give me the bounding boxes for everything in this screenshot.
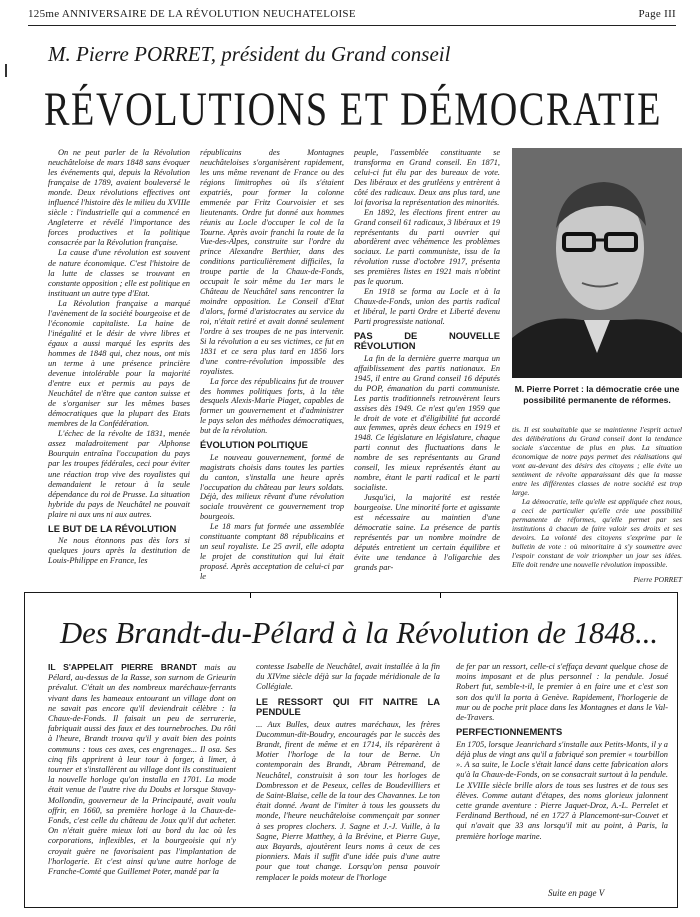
header-rule [28, 25, 676, 26]
article-title: RÉVOLUTIONS ET DÉMOCRATIE [44, 83, 663, 136]
column-4 [512, 426, 682, 584]
paragraph: On ne peut parler de la Révolution neuchâteloise de mars 1848 sans évoquer les événements qui, depuis la Révolution française de 1789, avaient bouleversé le monde. Deux révolutions effectives ont influencé l'histoire dès le milieu du XVIIIe siècle : l'industrielle qui a commencé en Angleterre et révélé l'importance des forces productives et la politique consacrée par la Révolution française. [48, 148, 190, 248]
paragraph: peuple, l'assemblée constituante se transforma en Grand conseil. En 1871, celui-ci fut élu par des bureaux de vote. Des libéraux et des grutléens y entrèrent à côté des radicaux. Deux ans plus tard, une loi favorisa la représentation des minorités. [354, 148, 500, 207]
column-3 [354, 148, 500, 573]
column-2 [200, 148, 344, 582]
portrait-photo [512, 148, 682, 378]
article-2-column-1 [48, 662, 236, 877]
subhead-pas-de-nouvelle: PAS DE NOUVELLE RÉVOLUTION [354, 329, 500, 352]
paragraph: La Révolution française a marqué l'avènement de la société bourgeoise et de l'économie capitaliste. La haine de l'inégalité et le désir de vivre libres et égaux a aussi marqué les esprits des hommes de 1848 qui, chez nous, ont mis un terme à une présence princière devenue intolérable pour la majorité d'entre eux et permis au pays de Neuchâtel de n'être que canton suisse et de s'organiser sur les mêmes bases démocratiques que la plupart des Etats membres de la Confédération. [48, 298, 190, 429]
paragraph: En 1892, les élections firent entrer au Grand conseil 61 radicaux, 3 libéraux et 19 représentants du parti ouvrier qui abordèrent avec véhémence les problèmes sociaux. Le parti communiste, issu de la révolution russe d'octobre 1917, présenta ses premières listes en 1921 mais n'obtint pas le quorum. [354, 207, 500, 287]
continued-note: Suite en page V [548, 888, 605, 898]
paragraph: de fer par un ressort, celle-ci s'effaça devant quelque chose de moins imposant et de plus personnel : la pendule. Josué Robert fut, semble-t-il, le premier à en faire une et c'est son son dos qu'il la porta à Genève. Rapidement, l'horlogerie de mur ou de poche prit place dans les Montagnes et dans le Val-de-Travers. [456, 662, 668, 723]
paragraph: La fin de la dernière guerre marqua un affaiblissement des partis nationaux. En 1945, il entre au Grand conseil 16 députés du POP, émanation du parti communiste. Les partis traditionnels retrouvèrent leurs assises dès 1949. Ce n'est qu'en 1959 que le droit de vote et d'éligibilité fut accordé aux femmes, après deux échecs en 1919 et 1948. Ce législature en législature, chaque parti connut des fluctuations dans le nombre de ses représentants au Grand conseil, les mieux représentés étant au nombre, étant le parti radical et le parti socialiste. [354, 353, 500, 493]
column-1 [48, 148, 190, 566]
paragraph: La démocratie, telle qu'elle est appliquée chez nous, a ceci de particulier qu'elle crée une possibilité permanente de réformes, qu'elle permet par ses institutions à chacun de faire valoir ses droits et ses devoirs. La volonté des citoyens s'exprime par le bulletin de vote : où minoritaire à s'y soumettre avec l'espoir constant de voir triompher un jour ses idées. Elle doit rendre une nouvelle révolution impossible. [512, 496, 682, 569]
paragraph: Ne nous étonnons pas dès lors si quelques jours après la destitution de Louis-Philippe en France, les [48, 536, 190, 566]
paragraph: tis. Il est souhaitable que se maintienne l'esprit actuel des délibérations du Grand conseil dont la tendance sociale s'accentue de plus en plus. La situation économique de notre pays permet des réalisations qui vont au-devant des désirs des citoyens ; elle évite un sentiment de révolte apparaissant dès que la masse entre les différentes classes de notre société est trop large. [512, 425, 682, 497]
running-header [28, 8, 676, 24]
paragraph: En 1705, lorsque Jeanrichard s'installe aux Petits-Monts, il y a déjà plus de vingt ans qu'il a fabriqué son premier « tourbillon ». A sa suite, le Locle s'était lancé dans cette fabrication alors qu'à la Chaux-de-Fonds, on se consacrait surtout à la pendule. Le XVIIIe siècle brille alors de tous ses lustres et de tous ses élèves. Comme autant d'étapes, des noms glorieux jalonnent cette grande aventure : Pierre Jaquet-Droz, A.-L. Perrelet et Ferdinand Berthoud, né en 1727 à Plancemont-sur-Couvet et qui n'avait que 33 ans lorsqu'il mit au point, à Paris, la première horloge marine. [456, 739, 668, 841]
article-2-title: Des Brandt-du-Pélard à la Révolution de 1848... [60, 615, 659, 650]
paragraph: Jusqu'ici, la majorité est restée bourgeoise. Une minorité forte et agissante est nécessaire au maintien d'une démocratie saine. La présence de partis représentés par un nombre moindre de députés entretient un certain équilibre et évite une tendance à l'oligarchie des grands par- [354, 493, 500, 572]
paragraph: En 1918 se forma au Locle et à la Chaux-de-Fonds, union des partis radical et libéral, le parti Ordre et Liberté devenu Parti progressiste national. [354, 287, 500, 326]
subhead-perfectionnements: PERFECTIONNEMENTS [456, 726, 563, 738]
article-2-column-3 [456, 662, 668, 842]
paragraph: républicains des Montagnes neuchâteloises s'organisèrent rapidement, les uns même revenant de France ou des régions limitrophes où ils s'étaient expatriés, pour former la colonne emmenée par Fritz Courvoisier et ses lieutenants. Ordre fut donné aux hommes réunis au Locle d'occuper le col de la Tourne. Après avoir franchi la route de la Vue-des-Alpes, construite sur l'ordre du prince Alexandre Berthier, dans des conditions particulièrement difficiles, la troupe partie de la Chaux-de-Fonds, occupait le soir même du 1er mars le Château de Neuchâtel sans rencontrer la moindre opposition. Le Conseil d'Etat d'alors, formé d'aristocrates au service du roi, n'était retiré et avait donné seulement l'ordre à ses troupes de ne pas intervenir. Si la révolution a eu ses victimes, ce fut en 1831 et ce sera plus tard en 1856 lors d'une contre-révolution impossible des royalistes. [200, 148, 344, 376]
subhead-ressort: LE RESSORT QUI FIT NAITRE LA PENDULE [256, 695, 440, 718]
anniversary-heading: 125me ANNIVERSAIRE DE LA RÉVOLUTION NEUCHATELOISE [28, 8, 356, 20]
subhead-but: LE BUT DE LA RÉVOLUTION [48, 522, 177, 534]
paragraph: Le 18 mars fut formée une assemblée constituante comptant 88 républicains et un seul royaliste. Le 25 avril, elle adopta le projet de constitution qui lui était proposé. Après acceptation de celui-ci par le [200, 522, 344, 581]
paragraph: La cause d'une révolution est souvent de nature économique. C'est l'histoire de la lutte de classes se trouvant en constante opposition ; elle est politique en instituant un autre type d'Etat. [48, 248, 190, 298]
photo-caption: M. Pierre Porret : la démocratie crée une possibilité permanente de réformes. [514, 384, 680, 405]
paragraph: ... Aux Bulles, deux autres maréchaux, les frères Ducommun-dit-Boudry, encouragés par le succès des Brandt, firent de même et en 1714, ils réparèrent à Motier l'horloge de la tour de Berne. Un contemporain des Brandt, Abram Pétremand, de Neuchâtel, construisit à son tour les horloges de Dombresson et de Peseux, celles de Boudevilliers et de Saint-Blaise, celle de la tour des Chavannes. Le ton était donné. Avant de l'imiter à tous les goussets du monde, l'heure neuchâteloise commençait par sonner à ses propres clochers. J. Sagne et J.-J. Vuille, à la Sagne, Pierre Matthey, à la Brévine, et Pierre Guye, aux Bayards, ajoutèrent leurs noms à ceux de ces pionniers. Mais il suffit d'une idée puis d'une autre pour que tout change. Lorsqu'on pensa pouvoir remplacer le poids moteur de l'horloge [256, 719, 440, 882]
portrait-image [512, 148, 682, 378]
signature: Pierre PORRET [633, 574, 682, 584]
page-number: Page III [638, 8, 676, 20]
subhead-evolution: ÉVOLUTION POLITIQUE [200, 439, 308, 451]
paragraph: L'échec de la révolte de 1831, menée assez maladroitement par Alphonse Bourquin entraîna l'occupation du pays par les troupes fédérales, ceci pour éviter une réaction trop vive des royalistes qui demandaient le retour à la seule dépendance du roi de Prusse. La situation hybride du pays de Neuchâtel ne pouvait plaire ni aux uns ni aux autres. [48, 429, 190, 519]
paragraph: Le nouveau gouvernement, formé de magistrats choisis dans toutes les parties du canton, s'installa une heure après l'occupation du château par leurs soldats. Déjà, des milieux rêvant d'une révolution sociale trouvèrent ce gouvernement trop bourgeois. [200, 452, 344, 522]
lead-in: IL S'APPELAIT PIERRE BRANDT [48, 662, 198, 672]
margin-mark [5, 64, 7, 77]
article-2-column-2 [256, 662, 440, 883]
paragraph: contesse Isabelle de Neuchâtel, avait installée à la fin du XIVme siècle déjà sur la façade méridionale de la Collégiale. [256, 662, 440, 692]
paragraph: La force des républicains fut de trouver des hommes politiques forts, à la tête desquels Alexis-Marie Piaget, capables de former un gouvernement et d'administrer le pays selon des méthodes démocratiques, but de la révolution. [200, 376, 344, 436]
paragraph: mais au Pélard, au-dessus de la Rasse, son surnom de Grieurin prévalut. C'était un des nombreux maréchaux-ferrants vivant dans les hameaux entourant un village dont on ne savait pas encore qu'il deviendrait célèbre : la Chaux-de-Fonds. Il faisait un peu de serrurerie, fabriquait aussi des faux et des tournebroches. Du rôti à l'heure, Brandt trouva qu'il y avait bien des points communs : tous ces axes, ces engrenages... Il osa. Ses cinq fils apprirent à leur tour à forger, à limer, à tourner et s'installèrent au village dont ils constituaient la nouvelle horloge qu'on installa en 1701. La mode était venue de l'autre rive du Doubs et lorsque Stavay-Mollondin, gouverneur de la Principauté, avait voulu offrir, en 1660, sa première horloge à la Chaux-de-Fonds, c'est celle du château de Joux qu'il dut acheter. On n'était guère mieux loti au bord du lac où les corporations, inflexibles, et la bourgeoisie qui n'y croyait guère ne favorisaient pas l'implantation de l'horlogerie. Et c'est ainsi qu'une autre horloge de Franche-Comté que Guillemet Poter, mandé par la [48, 663, 236, 877]
article-byline: M. Pierre PORRET, président du Grand conseil [48, 42, 451, 66]
